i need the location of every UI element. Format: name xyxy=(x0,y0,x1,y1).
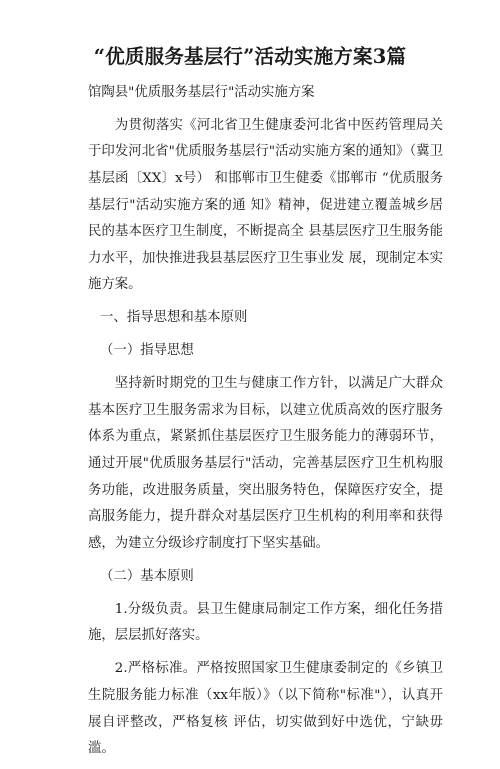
intro-paragraph: 为贯彻落实《河北省卫生健康委河北省中医药管理局关于印发河北省"优质服务基层行"活动实施方案的通知》（冀卫基层函〔XX〕x号） 和邯郸市卫生健委《邯郸市 “优质服务基层行"活动实施方案的通 知》精神，促进建立覆盖城乡居民的基本医疗卫生制度，不断提高全 县基层医疗卫生服务能力水平，加快推进我县基层医疗卫生事业发 展，现制定本实施方案。 xyxy=(88,117,443,293)
subsection-heading-guiding-ideology: （一）指导思想 xyxy=(100,343,194,359)
principle-item-2: 2.严格标准。严格按照国家卫生健康委制定的《乡镇卫生院服务能力标准（xx年版）》（以下简称"标准"），认真开展自评整改，严格复核 评估，切实做到好中选优，宁缺毋滥。 xyxy=(88,661,443,757)
document-subtitle: 馆陶县"优质服务基层行"活动实施方案 xyxy=(88,85,315,100)
document-body xyxy=(88,80,443,769)
section-heading-guiding-principles: 一、指导思想和基本原则 xyxy=(100,310,248,326)
guiding-ideology-paragraph: 坚持新时期党的卫生与健康工作方针，以满足广大群众基本医疗卫生服务需求为目标，以建立优质高效的医疗服务体系为重点，紧紧抓住基层医疗卫生服务能力的薄弱环节，通过开展"优质服务基层行"活动，完善基层医疗卫生机构服务功能，改进服务质量，突出服务特色，保障医疗安全，提高服务能力，提升群众对基层医疗卫生机构的利用率和获得感，为建立分级诊疗制度打下坚实基础。 xyxy=(88,376,443,551)
principle-item-1: 1.分级负责。县卫生健康局制定工作方案，细化任务措施，层层抓好落实。 xyxy=(88,601,443,644)
document-title: “优质服务基层行”活动实施方案3篇 xyxy=(93,45,407,68)
subsection-heading-basic-principles: （二）基本原则 xyxy=(100,568,194,584)
